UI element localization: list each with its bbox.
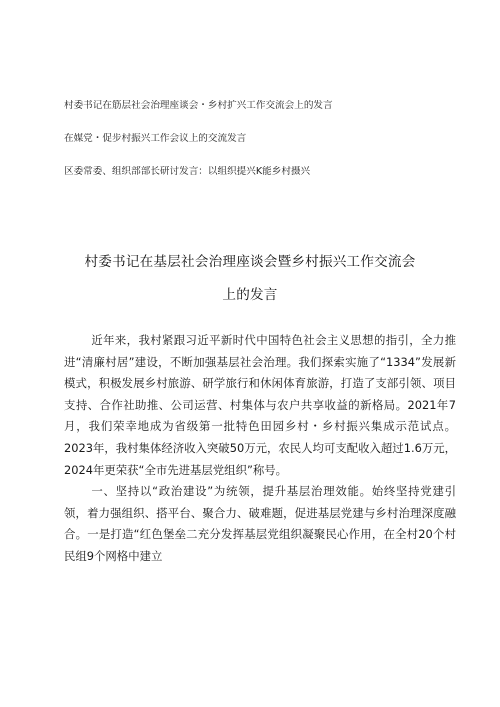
toc-item-2[interactable]: 在媒党・促步村振兴工作会议上的交流发言 [64,133,247,144]
toc-item-3[interactable]: 区委常委、组织部部长研讨发言：以组织提兴K能乡村摄兴 [64,166,311,177]
title-line-2: 上的发言 [222,287,278,303]
body-paragraph-2: 一、坚持以“政治建设”为统领，提升基层治理效能。始终坚持党建引领，着力强组织、搭平台、聚合力、破难题，促进基层党建与乡村治理深度融合。一是打造“红色堡垒二充分发挥基层党组织凝聚民心作用，在全村20个村民组9个网格中建立 [64,484,456,563]
title-line-1: 村委书记在基层社会治理座谈会暨乡村振兴工作交流会 [84,254,416,270]
toc-item-1[interactable]: 村委书记在筋层社会治理座谈会・乡村扩兴工作交流会上的发言 [64,100,333,111]
document-title [40,246,460,312]
document-body [64,330,456,568]
table-of-contents [64,100,474,199]
body-paragraph-1: 近年来，我村紧跟习近平新时代中国特色社会主义思想的指引，全力推进“清廉村居”建设，不断加强基层社会治理。我们探索实施了“1334”发展新模式，积极发展乡村旅游、研学旅行和休闲体育旅游，打造了支部引领、项目支持、合作社助推、公司运营、村集体与农户共享收益的新格局。2021年7月，我们荣幸地成为省级第一批特色田园乡村・乡村振兴集成示范试点。2023年，我村集体经济收入突破50万元，农民人均可支配收入超过1.6万元，2024年更荣获“全市先进基层党组织”称号。 [64,333,456,477]
